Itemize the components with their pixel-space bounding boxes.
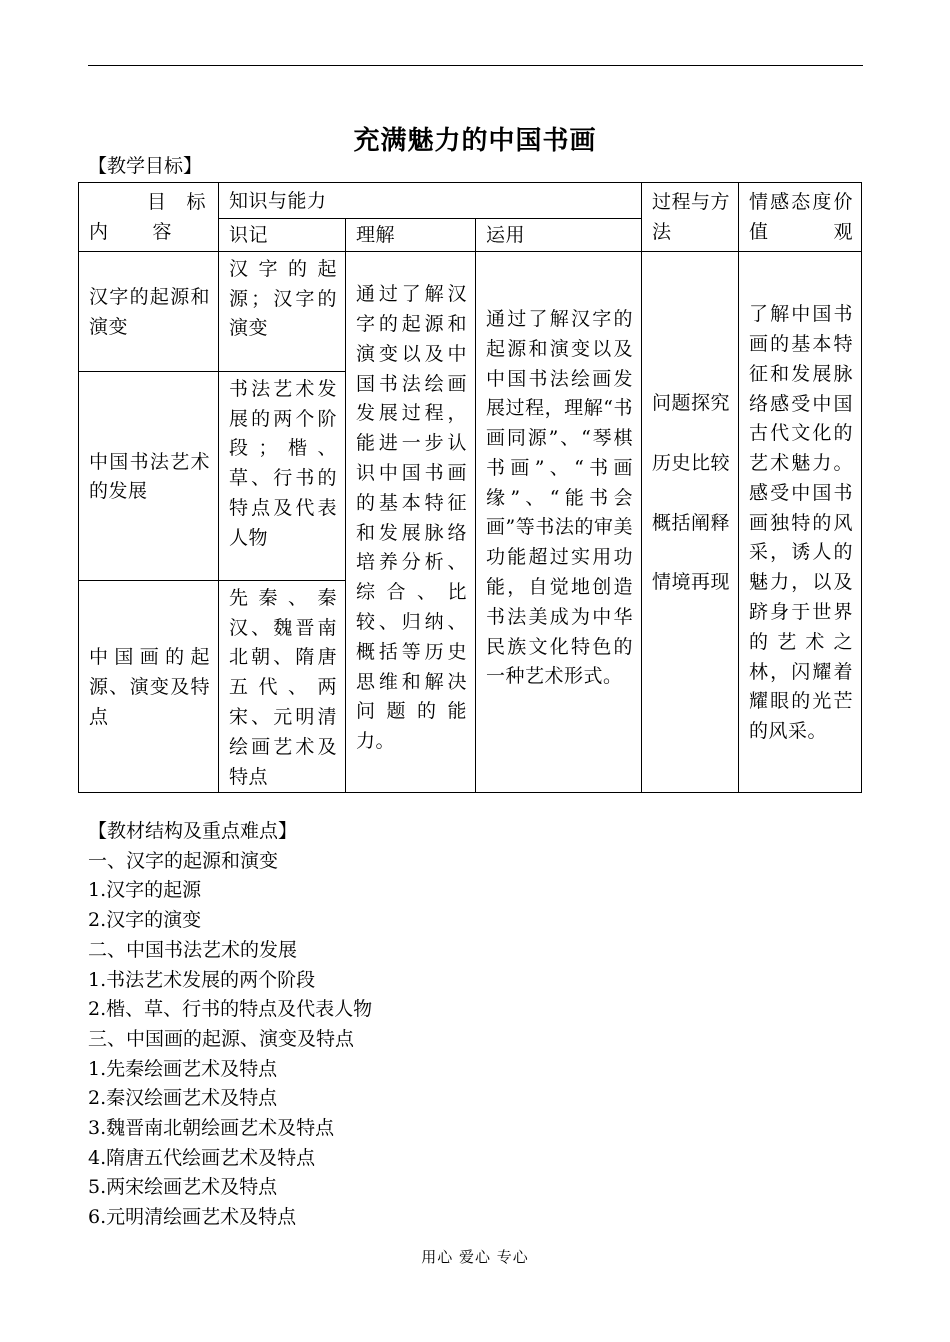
- method-item: 情境再现: [652, 571, 731, 594]
- list-item: 三、中国画的起源、演变及特点: [88, 1027, 355, 1050]
- header-rule: [88, 65, 863, 66]
- list-item: 1.汉字的起源: [88, 879, 202, 902]
- memory-cell: 书法艺术发展的两个阶段；楷、草、行书的特点及代表人物: [219, 371, 346, 580]
- table-corner-cell: [79, 183, 219, 252]
- content-cell: 中国书法艺术的发展: [79, 371, 219, 580]
- corner-bottom-label: 内 容: [89, 221, 172, 243]
- list-item: 2.楷、草、行书的特点及代表人物: [88, 998, 373, 1021]
- subheader-understand: 理解: [346, 219, 476, 252]
- methods-cell: [642, 251, 739, 793]
- method-item: 问题探究: [652, 391, 731, 414]
- corner-top-label: 目 标: [147, 191, 206, 213]
- section-heading-goals: 【教学目标】: [88, 155, 203, 177]
- list-item: 6.元明清绘画艺术及特点: [88, 1206, 297, 1229]
- apply-cell: 通过了解汉字的起源和演变以及中国书法绘画发展过程，理解“书画同源”、“琴棋书画”、“书画缘”、“能书会画”等书法的审美功能超过实用功能，自觉地创造书法美成为中华民族文化特色的一种艺术形式。: [476, 251, 642, 793]
- list-item: 一、汉字的起源和演变: [88, 849, 279, 872]
- memory-cell: 先秦、秦汉、魏晋南北朝、隋唐五代、两宋、元明清绘画艺术及特点: [219, 580, 346, 793]
- list-item: 5.两宋绘画艺术及特点: [88, 1176, 278, 1199]
- subheader-memory: 识记: [219, 219, 346, 252]
- process-header: 过程与方法: [642, 183, 739, 252]
- list-item: 二、中国书法艺术的发展: [88, 938, 298, 961]
- emotion-cell: 了解中国书画的基本特征和发展脉络感受中国古代文化的艺术魅力。感受中国书画独特的风采，诱人的魅力，以及跻身于世界的艺术之林，闪耀着耀眼的光芒的风采。: [739, 251, 862, 793]
- teaching-goals-table: [78, 182, 862, 793]
- page-title: 充满魅力的中国书画: [353, 126, 597, 156]
- outline-list: [88, 817, 848, 1233]
- section-heading-structure: 【教材结构及重点难点】: [88, 820, 298, 842]
- list-item: 2.汉字的演变: [88, 909, 202, 932]
- list-item: 1.先秦绘画艺术及特点: [88, 1057, 278, 1080]
- content-cell: 汉字的起源和演变: [79, 251, 219, 371]
- method-item: 历史比较: [652, 451, 731, 474]
- page-footer: 用心 爱心 专心: [421, 1248, 529, 1266]
- memory-cell: 汉字的起源；汉字的演变: [219, 251, 346, 371]
- list-item: 1.书法艺术发展的两个阶段: [88, 968, 316, 991]
- emotion-header: 情感态度价值观: [739, 183, 862, 252]
- method-item: 概括阐释: [652, 511, 731, 534]
- list-item: 3.魏晋南北朝绘画艺术及特点: [88, 1117, 335, 1140]
- subheader-apply: 运用: [476, 219, 642, 252]
- list-item: 4.隋唐五代绘画艺术及特点: [88, 1146, 316, 1169]
- understand-cell: 通过了解汉字的起源和演变以及中国书法绘画发展过程，能进一步认识中国书画的基本特征和发展脉络培养分析、综合、比较、归纳、概括等历史思维和解决问题的能力。: [346, 251, 476, 793]
- list-item: 2.秦汉绘画艺术及特点: [88, 1087, 278, 1110]
- knowledge-header: 知识与能力: [219, 183, 642, 219]
- content-cell: 中国画的起源、演变及特点: [79, 580, 219, 793]
